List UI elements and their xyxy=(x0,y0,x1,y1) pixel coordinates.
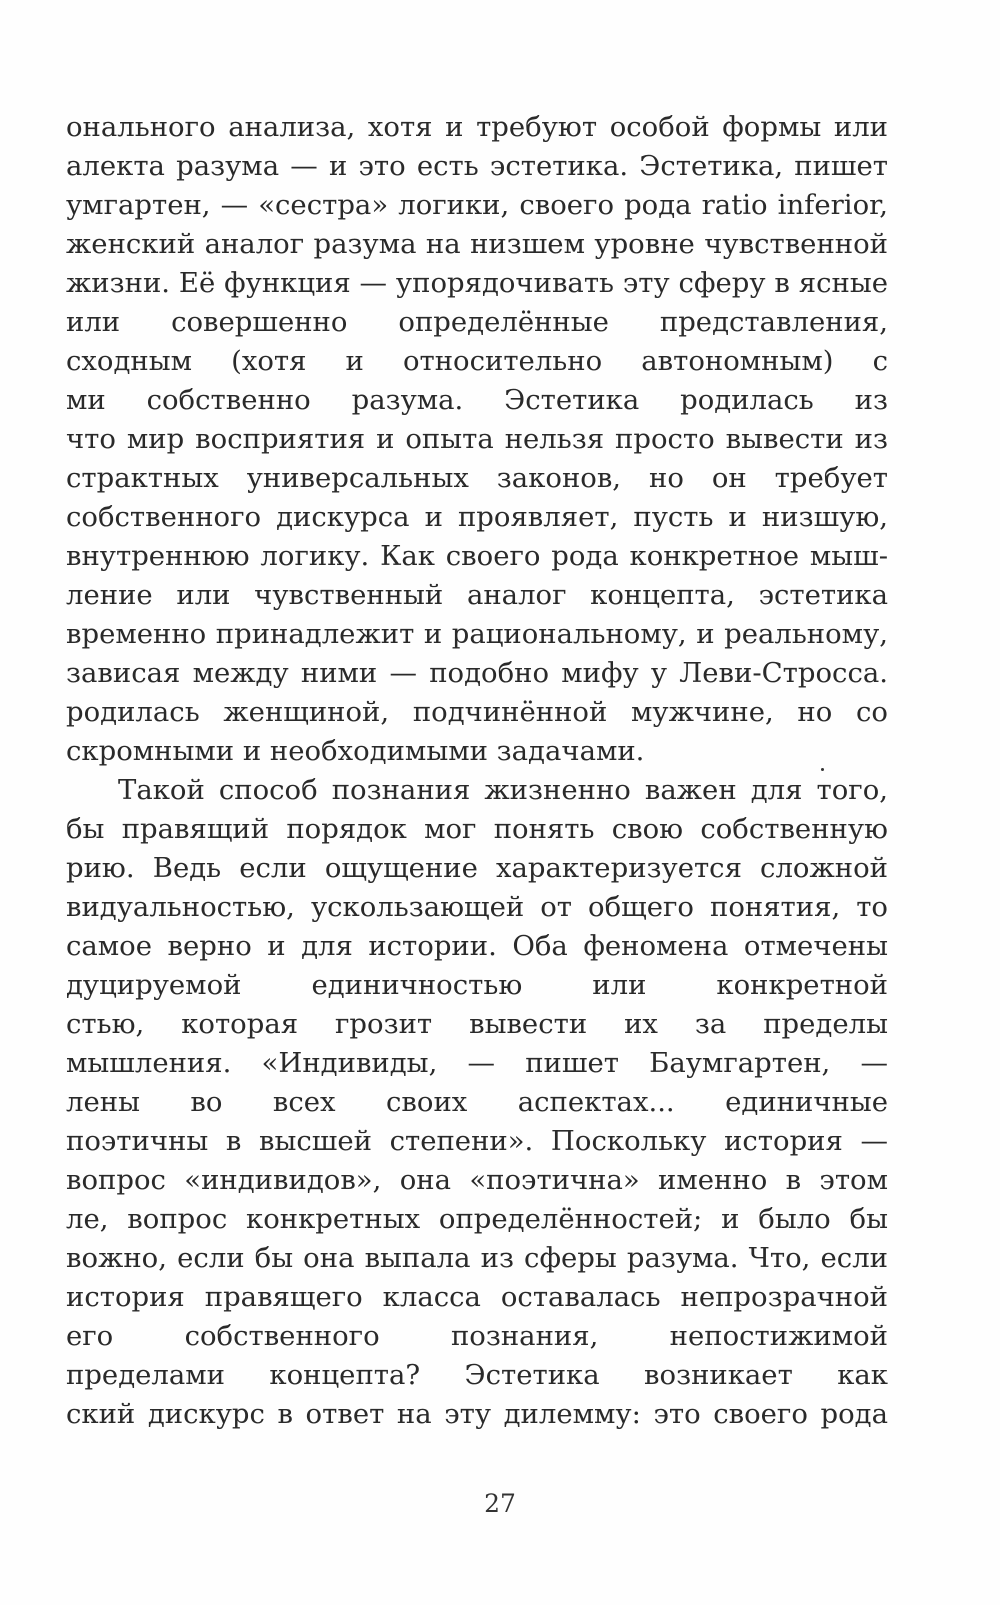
text-line: ление или чувственный аналог концепта, эстетика xyxy=(66,579,888,611)
text-line: лены во всех своих аспектах... единичные xyxy=(66,1086,888,1118)
text-line: ле, вопрос конкретных определённостей; и было бы xyxy=(66,1203,888,1235)
text-line: ми собственно разума. Эстетика родилась из xyxy=(66,384,888,416)
text-line: женский аналог разума на низшем уровне чувственной xyxy=(66,228,888,260)
text-line: жизни. Её функция — упорядочивать эту сферу в ясные xyxy=(66,267,888,299)
text-line: Такой способ познания жизненно важен для того, xyxy=(118,774,888,806)
text-line: умгартен, — «сестра» логики, своего рода ratio inferior, xyxy=(66,189,888,221)
text-line: видуальностью, ускользающей от общего понятия, то xyxy=(66,891,888,923)
text-line: вопрос «индивидов», она «поэтична» именно в этом xyxy=(66,1164,888,1196)
text-line: стью, которая грозит вывести их за пределы xyxy=(66,1008,888,1040)
text-line: его собственного познания, непостижимой xyxy=(66,1320,888,1352)
text-line: рию. Ведь если ощущение характеризуется сложной xyxy=(66,852,888,884)
text-line: самое верно и для истории. Оба феномена отмечены xyxy=(66,930,888,962)
print-speck xyxy=(821,768,824,771)
text-line: собственного дискурса и проявляет, пусть и низшую, xyxy=(66,501,888,533)
page-number: 27 xyxy=(484,1489,516,1518)
text-line: вожно, если бы она выпала из сферы разума. Что, если xyxy=(66,1242,888,1274)
text-line: страктных универсальных законов, но он требует xyxy=(66,462,888,494)
text-line: ский дискурс в ответ на эту дилемму: это своего рода xyxy=(66,1398,888,1430)
text-line: бы правящий порядок мог понять свою собственную xyxy=(66,813,888,845)
text-line: онального анализа, хотя и требуют особой формы или xyxy=(66,111,888,143)
text-line: что мир восприятия и опыта нельзя просто вывести из xyxy=(66,423,888,455)
text-line: пределами концепта? Эстетика возникает как xyxy=(66,1359,888,1391)
text-line: мышления. «Индивиды, — пишет Баумгартен, — xyxy=(66,1047,888,1079)
text-line: зависая между ними — подобно мифу у Леви-Стросса. xyxy=(66,657,888,689)
text-line: сходным (хотя и относительно автономным) с xyxy=(66,345,888,377)
paragraph-1 xyxy=(66,108,888,771)
text-line: поэтичны в высшей степени». Поскольку история — xyxy=(66,1125,888,1157)
text-line: родилась женщиной, подчинённой мужчине, но со xyxy=(66,696,888,728)
text-line: временно принадлежит и рациональному, и реальному, xyxy=(66,618,888,650)
paragraph-2 xyxy=(66,771,888,1434)
text-line: алекта разума — и это есть эстетика. Эстетика, пишет xyxy=(66,150,888,182)
text-line: внутреннюю логику. Как своего рода конкретное мыш- xyxy=(66,540,888,572)
body-text xyxy=(66,108,888,1434)
text-line: история правящего класса оставалась непрозрачной xyxy=(66,1281,888,1313)
text-line: или совершенно определённые представления, xyxy=(66,306,888,338)
text-line: скромными и необходимыми задачами. xyxy=(66,735,645,767)
text-line: дуцируемой единичностью или конкретной xyxy=(66,969,888,1001)
